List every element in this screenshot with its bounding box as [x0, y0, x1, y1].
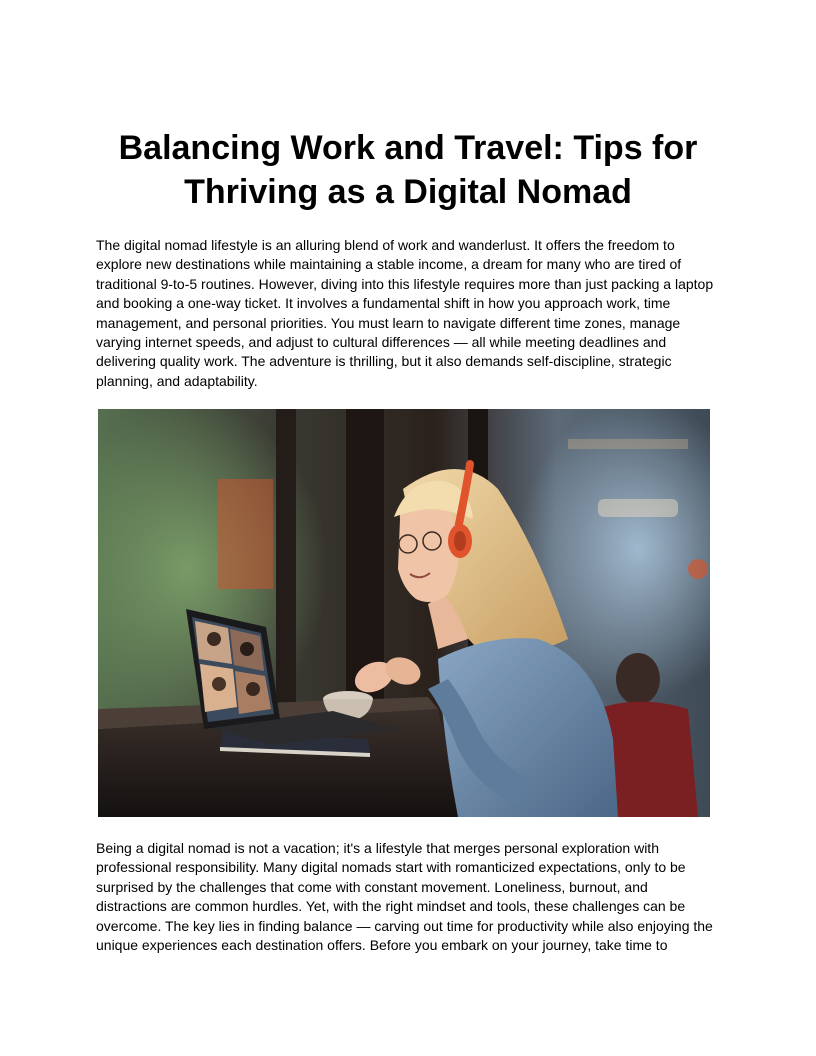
- article-photo: [98, 409, 710, 817]
- second-paragraph: Being a digital nomad is not a vacation; it's a lifestyle that merges personal exploration with professional responsibility. Many digital nomads start with romanticized expectations, only to be surprised by the challenges that come with constant movement. Loneliness, burnout, and distractions are common hurdles. Yet, with the right mindset and tools, these challenges can be overcome. The key lies in finding balance — carving out time for productivity while also enjoying the unique experiences each destination offers. Before you embark on your journey, take time to: [96, 840, 713, 954]
- article-title: Balancing Work and Travel: Tips for Thriving as a Digital Nomad: [118, 129, 698, 211]
- intro-paragraph: The digital nomad lifestyle is an alluring blend of work and wanderlust. It offers the freedom to explore new destinations while maintaining a stable income, a dream for many who are tired of traditional 9-to-5 routines. However, diving into this lifestyle requires more than just packing a laptop and booking a one-way ticket. It involves a fundamental shift in how you approach work, time management, and personal priorities. You must learn to navigate different time zones, manage varying internet speeds, and adjust to cultural differences — all while meeting deadlines and delivering quality work. The adventure is thrilling, but it also demands self-discipline, strategic planning, and adaptability.: [96, 237, 714, 389]
